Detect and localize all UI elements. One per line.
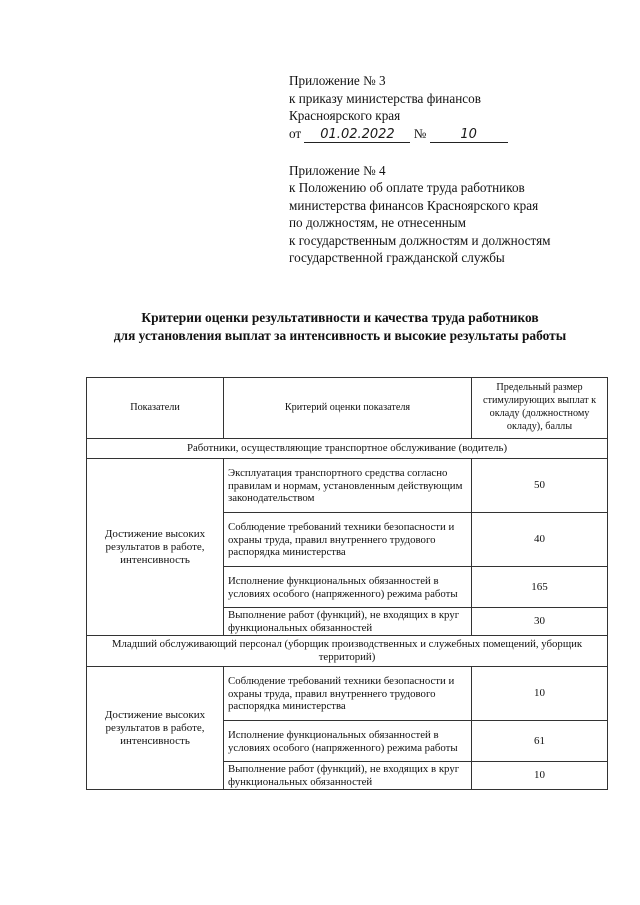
document-title bbox=[60, 309, 620, 345]
appendix3-date-line bbox=[289, 125, 609, 143]
date-prefix: от bbox=[289, 125, 302, 141]
appendix3-region-line: Красноярского края bbox=[289, 108, 401, 123]
title-line-2: для установления выплат за интенсивность и высокие результаты работы bbox=[113, 328, 567, 343]
header-max-points: Предельный размер стимулирующих выплат к окладу (должностному окладу), баллы bbox=[472, 378, 608, 439]
section-row-junior-staff bbox=[87, 636, 608, 667]
points-cell: 61 bbox=[472, 721, 608, 762]
title-line-1: Критерии оценки результативности и качества труда работников bbox=[141, 310, 539, 325]
section-row-drivers bbox=[87, 439, 608, 459]
criterion-cell: Исполнение функциональных обязанностей в условиях особого (напряженного) режима работы bbox=[224, 721, 472, 762]
order-number: 10 bbox=[430, 128, 508, 143]
header-indicators: Показатели bbox=[87, 378, 224, 439]
criterion-cell: Исполнение функциональных обязанностей в условиях особого (напряженного) режима работы bbox=[224, 567, 472, 608]
points-cell: 30 bbox=[472, 608, 608, 636]
number-prefix: № bbox=[413, 125, 427, 141]
table-row bbox=[87, 459, 608, 513]
order-date: 01.02.2022 bbox=[304, 128, 410, 143]
indicator-cell: Достижение высоких результатов в работе, интенсивность bbox=[87, 667, 224, 790]
appendix3-title: Приложение № 3 bbox=[289, 73, 386, 88]
points-cell: 165 bbox=[472, 567, 608, 608]
table-row bbox=[87, 667, 608, 721]
points-cell: 40 bbox=[472, 513, 608, 567]
appendix4-line: государственной гражданской службы bbox=[289, 250, 505, 265]
criterion-cell: Соблюдение требований техники безопасности и охраны труда, правил внутреннего трудового распорядка министерства bbox=[224, 667, 472, 721]
section-title: Младший обслуживающий персонал (уборщик производственных и служебных помещений, уборщик территорий) bbox=[87, 636, 608, 667]
appendix4-line: к Положению об оплате труда работников bbox=[289, 180, 525, 195]
appendix3-order-line: к приказу министерства финансов bbox=[289, 90, 481, 106]
appendix4-line: к государственным должностям и должностям bbox=[289, 232, 551, 248]
appendix4-line: по должностям, не отнесенным bbox=[289, 215, 467, 230]
points-cell: 10 bbox=[472, 667, 608, 721]
criteria-table bbox=[86, 377, 608, 790]
points-cell: 50 bbox=[472, 459, 608, 513]
appendix4-line: Приложение № 4 bbox=[289, 162, 386, 178]
criterion-cell: Соблюдение требований техники безопасности и охраны труда, правил внутреннего трудового распорядка министерства bbox=[224, 513, 472, 567]
criterion-cell: Выполнение работ (функций), не входящих в круг функциональных обязанностей bbox=[224, 762, 472, 790]
appendix4-line: министерства финансов Красноярского края bbox=[289, 197, 539, 213]
indicator-cell: Достижение высоких результатов в работе, интенсивность bbox=[87, 459, 224, 636]
header-criterion: Критерий оценки показателя bbox=[224, 378, 472, 439]
section-title: Работники, осуществляющие транспортное обслуживание (водитель) bbox=[87, 439, 608, 459]
criterion-cell: Выполнение работ (функций), не входящих в круг функциональных обязанностей bbox=[224, 608, 472, 636]
appendix-header bbox=[289, 72, 609, 267]
points-cell: 10 bbox=[472, 762, 608, 790]
criterion-cell: Эксплуатация транспортного средства согласно правилам и нормам, установленным действующим законодательством bbox=[224, 459, 472, 513]
table-header-row bbox=[87, 378, 608, 439]
